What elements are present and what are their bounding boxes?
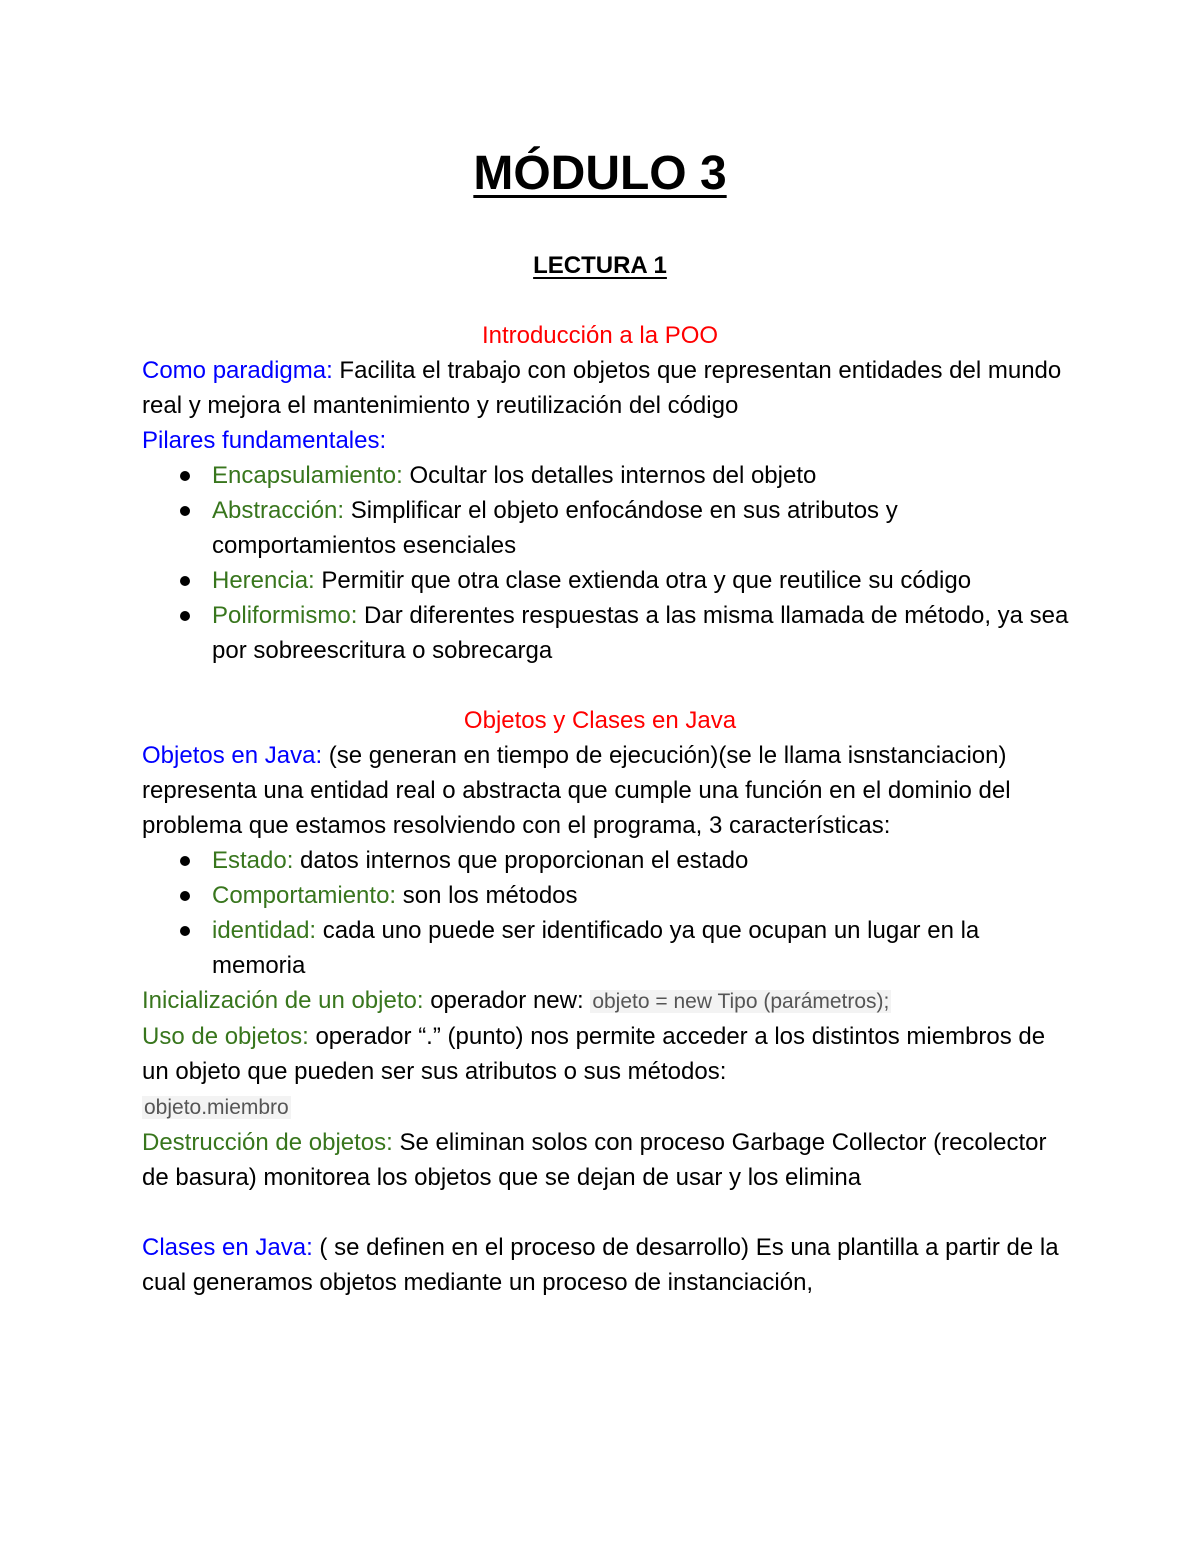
page-title: MÓDULO 3	[473, 147, 727, 200]
bullet-icon	[180, 856, 190, 866]
list-item	[142, 598, 1072, 668]
label-paradigma: Como paradigma:	[142, 357, 333, 384]
bullet-icon	[180, 611, 190, 621]
list-item	[142, 913, 1072, 983]
label-objetos: Objetos en Java:	[142, 742, 323, 769]
term-text: datos internos que proporcionan el estado	[293, 847, 749, 874]
document-body	[142, 318, 1072, 1300]
bullet-icon	[180, 576, 190, 586]
spacer	[142, 668, 1072, 703]
label-inicializacion: Inicialización de un objeto:	[142, 987, 424, 1014]
text-destruccion: Se eliminan solos con proceso Garbage Collector (recolector de basura) monitorea los objetos que se dejan de usar y los elimina	[142, 1129, 1047, 1191]
term-text: Ocultar los detalles internos del objeto	[402, 462, 817, 489]
section-heading-intro-poo: Introducción a la POO	[481, 322, 719, 349]
paragraph-objetos	[142, 738, 1072, 843]
bullet-icon	[180, 471, 190, 481]
label-uso: Uso de objetos:	[142, 1023, 309, 1050]
paragraph-destruccion	[142, 1125, 1072, 1195]
term-text: Simplificar el objeto enfocándose en sus atributos y comportamientos esenciales	[212, 497, 898, 559]
text-paradigma: Facilita el trabajo con objetos que representan entidades del mundo real y mejora el mantenimiento y reutilización del código	[142, 357, 1062, 419]
term-label: Abstracción:	[212, 497, 345, 524]
term-text: Dar diferentes respuestas a las misma llamada de método, ya sea por sobreescritura o sobrecarga	[212, 602, 1069, 664]
bullet-icon	[180, 926, 190, 936]
text-inicializacion: operador new:	[423, 987, 591, 1014]
list-item	[142, 493, 1072, 563]
text-clases: ( se definen en el proceso de desarrollo) Es una plantilla a partir de la cual generamos objetos mediante un proceso de instanciación,	[142, 1234, 1059, 1296]
term-label: Herencia:	[212, 567, 315, 594]
label-clases: Clases en Java:	[142, 1234, 313, 1261]
text-uso: operador “.” (punto) nos permite acceder a los distintos miembros de un objeto que pueden ser sus atributos o sus métodos:	[142, 1023, 1046, 1085]
term-label: Encapsulamiento:	[212, 462, 403, 489]
list-item	[142, 458, 1072, 493]
bullet-icon	[180, 891, 190, 901]
paragraph-inicializacion	[142, 983, 1072, 1019]
paragraph-clases	[142, 1230, 1072, 1300]
paragraph-uso	[142, 1019, 1072, 1125]
label-destruccion: Destrucción de objetos:	[142, 1129, 393, 1156]
term-text: Permitir que otra clase extienda otra y que reutilice su código	[314, 567, 972, 594]
label-pilares: Pilares fundamentales:	[142, 427, 387, 454]
code-uso: objeto.miembro	[144, 1096, 289, 1119]
code-inicializacion: objeto = new Tipo (parámetros);	[592, 990, 890, 1013]
term-label: Poliformismo:	[212, 602, 358, 629]
term-text: son los métodos	[396, 882, 578, 909]
term-label: Estado:	[212, 847, 294, 874]
spacer	[142, 1195, 1072, 1230]
bullet-icon	[180, 506, 190, 516]
list-item	[142, 563, 1072, 598]
list-item	[142, 843, 1072, 878]
list-item	[142, 878, 1072, 913]
text-objetos: (se generan en tiempo de ejecución)(se le llama isnstanciacion) representa una entidad real o abstracta que cumple una función en el dominio del problema que estamos resolviendo con el programa, 3 características:	[142, 742, 1011, 839]
list-caracteristicas	[142, 843, 1072, 983]
paragraph-paradigma	[142, 353, 1072, 423]
term-label: Comportamiento:	[212, 882, 397, 909]
lecture-subtitle: LECTURA 1	[533, 252, 667, 279]
term-text: cada uno puede ser identificado ya que ocupan un lugar en la memoria	[212, 917, 980, 979]
term-label: identidad:	[212, 917, 317, 944]
section-heading-objetos-clases: Objetos y Clases en Java	[463, 707, 737, 734]
list-pilares	[142, 458, 1072, 668]
